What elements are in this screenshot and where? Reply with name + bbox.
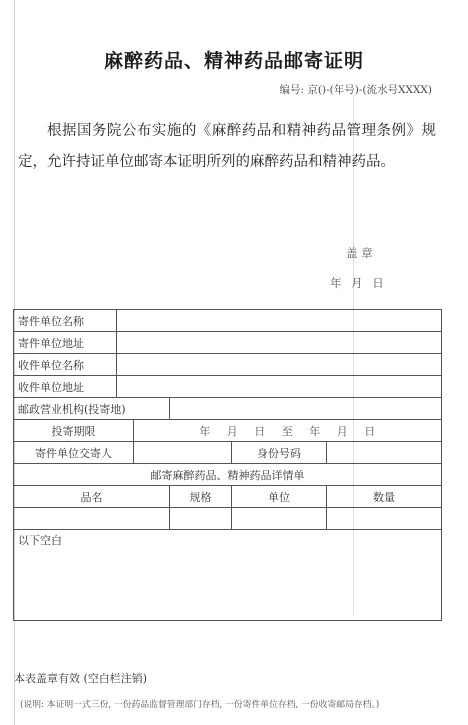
period-part: 月	[336, 424, 349, 438]
receiver-name-label: 收件单位名称	[14, 354, 117, 376]
receiver-address-field[interactable]	[117, 376, 442, 398]
period-part: 年	[199, 424, 211, 438]
period-part: 日	[364, 424, 376, 438]
column-header-unit: 单位	[232, 486, 327, 508]
sender-name-field[interactable]	[117, 310, 442, 332]
period-part: 至	[281, 424, 294, 438]
sender-name-label: 寄件单位名称	[14, 310, 117, 332]
id-number-label: 身份号码	[232, 442, 327, 464]
document-number: 编号: 京()-(年号)-(流水号XXXX)	[279, 84, 432, 96]
column-header-name: 品名	[14, 486, 170, 508]
column-header-spec: 规格	[170, 486, 232, 508]
period-range-field[interactable]	[134, 420, 442, 442]
id-number-field[interactable]	[327, 442, 442, 464]
explanation-note: (说明: 本证明一式三份, 一份药品监督管理部门存档, 一份寄件单位存档, 一份收寄邮局存档。)	[20, 700, 380, 710]
period-part: 年	[309, 424, 321, 438]
sender-address-label: 寄件单位地址	[14, 332, 117, 354]
receiver-name-field[interactable]	[117, 354, 442, 376]
document-title: 麻醉药品、精神药品邮寄证明	[103, 50, 364, 72]
detail-title: 邮寄麻醉药品、精神药品详情单	[14, 464, 442, 486]
drug-spec-cell[interactable]	[170, 508, 232, 530]
mailing-form-table	[13, 309, 442, 621]
drug-unit-cell[interactable]	[232, 508, 327, 530]
drug-name-cell[interactable]	[14, 508, 170, 530]
receiver-address-label: 收件单位地址	[14, 376, 117, 398]
blank-note: 以下空白	[14, 530, 442, 621]
sender-address-field[interactable]	[117, 332, 442, 354]
seal-label: 盖 章	[346, 246, 373, 260]
period-part: 日	[254, 424, 266, 438]
period-part: 月	[226, 424, 239, 438]
post-office-label: 邮政营业机构(投寄地)	[14, 398, 170, 420]
validity-note: 本表盖章有效 (空白栏注销)	[14, 672, 148, 685]
body-paragraph: 根据国务院公布实施的《麻醉药品和精神药品管理条例》规定，允许持证单位邮寄本证明所列的麻醉药品和精神药品。	[18, 123, 436, 170]
period-label: 投寄期限	[14, 420, 134, 442]
column-header-quantity: 数量	[327, 486, 442, 508]
drug-quantity-cell[interactable]	[327, 508, 442, 530]
sender-person-field[interactable]	[134, 442, 232, 464]
issue-date-label: 年 月 日	[330, 276, 384, 290]
post-office-field[interactable]	[170, 398, 442, 420]
sender-person-label: 寄件单位交寄人	[14, 442, 134, 464]
